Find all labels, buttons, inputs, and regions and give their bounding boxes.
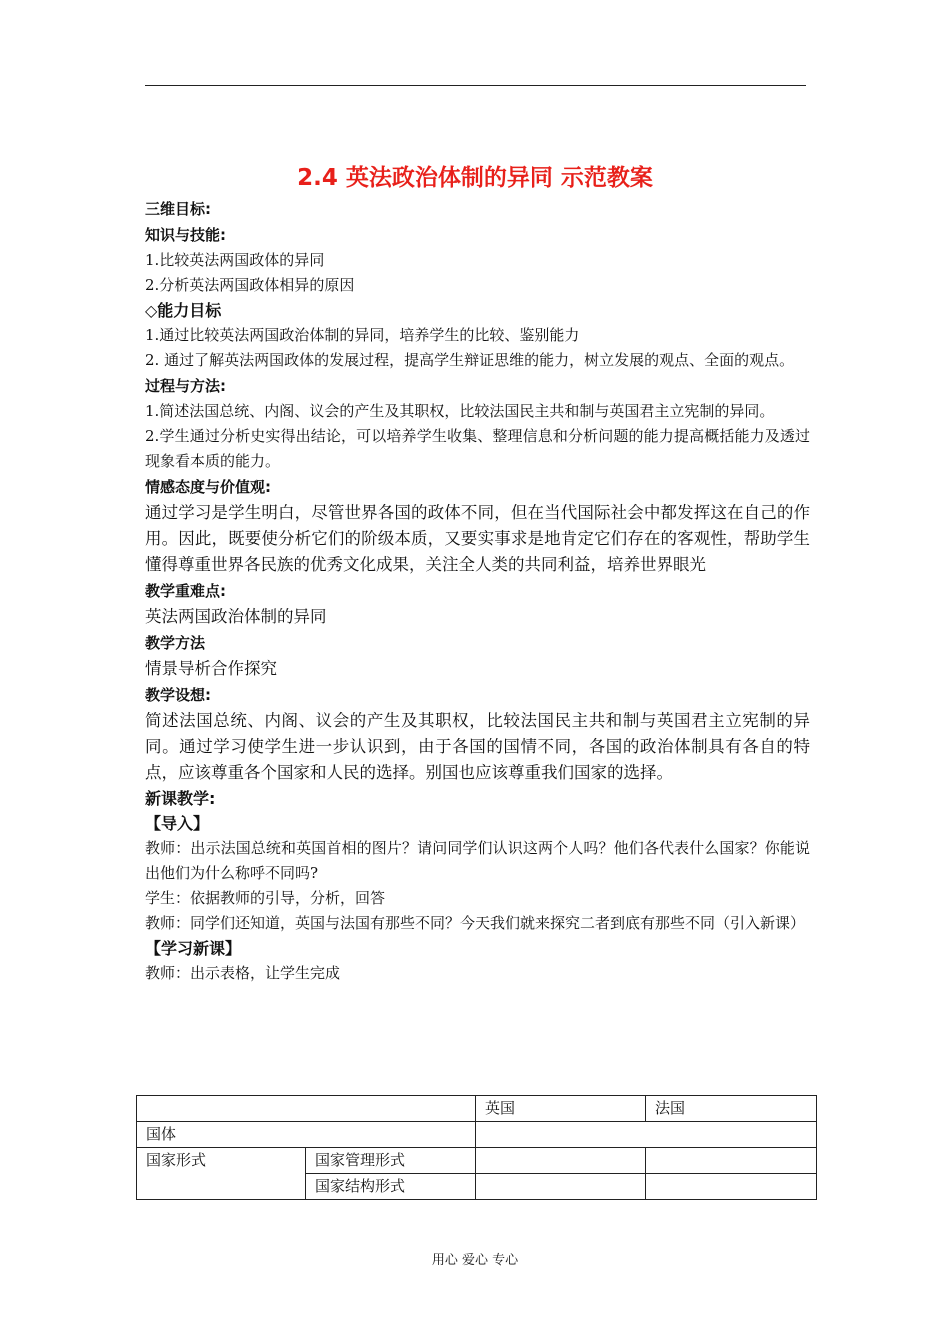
intro-item: 学生：依据教师的引导，分析，回答: [145, 889, 386, 907]
ability-item: 1.通过比较英法两国政治体制的异同，培养学生的比较、鉴别能力: [145, 326, 580, 344]
table-row: [137, 1096, 817, 1122]
design-heading: 教学设想:: [145, 686, 211, 704]
emotion-heading: 情感态度与价值观:: [145, 478, 271, 496]
knowledge-item: 1.比较英法两国政体的异同: [145, 251, 325, 269]
table-cell: [137, 1096, 476, 1122]
process-heading: 过程与方法:: [145, 377, 226, 395]
table-row: [137, 1122, 817, 1148]
comparison-table: [136, 1095, 817, 1200]
table-cell: [476, 1122, 817, 1148]
learn-text: 教师：出示表格，让学生完成: [145, 964, 341, 982]
method-text: 情景导析合作探究: [145, 659, 277, 678]
goals-heading: 三维目标:: [145, 200, 211, 218]
header-rule: [145, 85, 806, 86]
knowledge-item: 2.分析英法两国政体相异的原因: [145, 276, 355, 294]
intro-heading: 【导入】: [145, 814, 210, 833]
document-body: [145, 196, 810, 986]
table-header-uk: 英国: [476, 1096, 646, 1122]
emotion-text: 通过学习是学生明白，尽管世界各国的政体不同，但在当代国际社会中都发挥这在自己的作用。因此，既要使分析它们的阶级本质，又要实事求是地肯定它们存在的客观性，帮助学生懂得尊重世界各民族的优秀文化成果，关注全人类的共同利益，培养世界眼光: [145, 503, 810, 574]
knowledge-heading: 知识与技能:: [145, 226, 226, 244]
sub-label-structure: 国家结构形式: [306, 1174, 476, 1200]
table-cell: [476, 1148, 646, 1174]
table-cell: [646, 1174, 817, 1200]
page-footer: 用心 爱心 专心: [431, 1253, 519, 1268]
table-cell: [646, 1148, 817, 1174]
process-item: 2.学生通过分析史实得出结论，可以培养学生收集、整理信息和分析问题的能力提高概括能力及透过现象看本质的能力。: [145, 427, 810, 470]
table-cell: [476, 1174, 646, 1200]
intro-item: 教师：出示法国总统和英国首相的图片？请问同学们认识这两个人吗？他们各代表什么国家？你能说出他们为什么称呼不同吗?: [145, 839, 810, 882]
page-title: 2.4 英法政治体制的异同 示范教案: [297, 165, 653, 191]
row-label-guoti: 国体: [137, 1122, 476, 1148]
design-text: 简述法国总统、内阁、议会的产生及其职权，比较法国民主共和制与英国君主立宪制的异同。通过学习使学生进一步认识到，由于各国的国情不同，各国的政治体制具有各自的特点，应该尊重各个国家和人民的选择。别国也应该尊重我们国家的选择。: [145, 711, 810, 782]
process-item: 1.简述法国总统、内阁、议会的产生及其职权，比较法国民主共和制与英国君主立宪制的异同。: [145, 402, 775, 420]
ability-item: 2. 通过了解英法两国政体的发展过程，提高学生辩证思维的能力，树立发展的观点、全面的观点。: [145, 351, 795, 369]
new-lesson-heading: 新课教学:: [145, 789, 216, 808]
method-heading: 教学方法: [145, 634, 206, 652]
row-label-form: 国家形式: [137, 1148, 306, 1200]
table-row: [137, 1148, 817, 1174]
key-heading: 教学重难点:: [145, 582, 226, 600]
sub-label-manage: 国家管理形式: [306, 1148, 476, 1174]
key-text: 英法两国政治体制的异同: [145, 607, 327, 626]
learn-heading: 【学习新课】: [145, 939, 242, 958]
table-header-fr: 法国: [646, 1096, 817, 1122]
ability-heading: ◇能力目标: [145, 301, 222, 320]
intro-item: 教师：同学们还知道，英国与法国有那些不同？今天我们就来探究二者到底有那些不同（引入新课）: [145, 914, 806, 932]
